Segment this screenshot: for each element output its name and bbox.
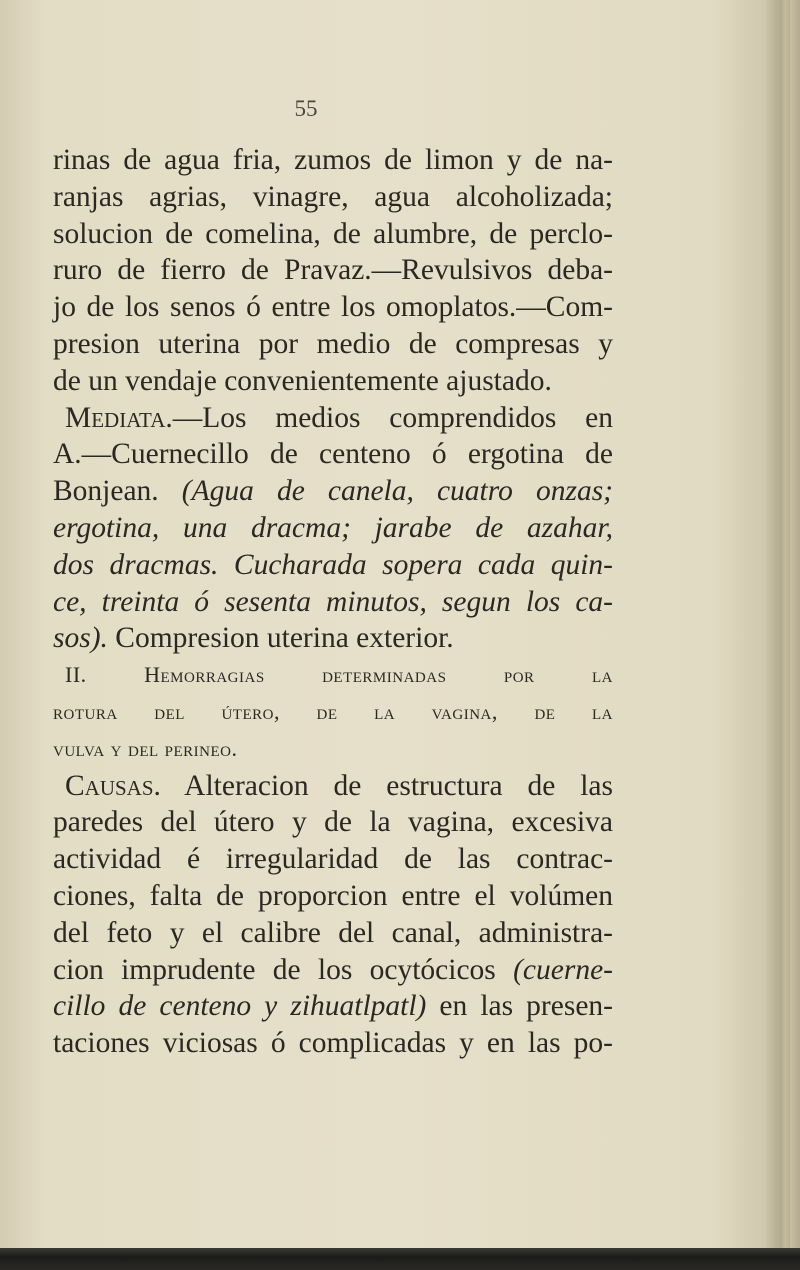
small-caps-run: Causas.	[65, 769, 161, 802]
text-line	[53, 179, 613, 216]
text-line	[53, 657, 613, 694]
text-run: Alteracion de estructura de las	[160, 769, 613, 802]
text-line	[53, 988, 613, 1025]
text-line	[53, 584, 613, 621]
text-line	[53, 436, 613, 473]
text-line	[53, 510, 613, 547]
text-run: Compresion uterina exterior.	[107, 622, 454, 655]
text-line	[53, 363, 613, 400]
text-line	[53, 1025, 613, 1062]
text-line	[53, 878, 613, 915]
text-run: taciones viciosas ó complicadas y en las po-	[53, 1027, 613, 1060]
text-line	[53, 547, 613, 584]
italic-run: ce, treinta ó sesenta minutos, segun los ca-	[53, 585, 613, 618]
text-run: paredes del útero y de la vagina, excesiva	[53, 806, 613, 839]
text-line	[53, 841, 613, 878]
small-caps-run: Mediata.	[65, 401, 173, 434]
text-run: ruro de fierro de Pravaz.—Revulsivos deba-	[53, 254, 613, 287]
page-number: 55	[294, 96, 318, 121]
page-edge-shadow	[764, 0, 800, 1248]
body-text	[53, 142, 613, 1062]
text-line	[53, 252, 613, 289]
italic-run: (Agua de canela, cuatro onzas;	[181, 475, 613, 508]
text-line	[53, 142, 613, 179]
text-run: solucion de comelina, de alumbre, de perclo-	[53, 217, 613, 250]
text-line	[53, 400, 613, 437]
small-caps-run: vulva y del perineo.	[53, 735, 238, 761]
text-line	[53, 804, 613, 841]
text-run: jo de los senos ó entre los omoplatos.—Com-	[53, 291, 613, 324]
text-run: ciones, falta de proporcion entre el volúmen	[53, 879, 613, 912]
text-line	[53, 289, 613, 326]
text-line	[53, 915, 613, 952]
text-run: —Los medios comprendidos en	[172, 401, 613, 434]
italic-run: (cuerne-	[513, 953, 613, 986]
text-run: ranjas agrias, vinagre, agua alcoholizada;	[53, 180, 613, 213]
text-run: del feto y el calibre del canal, administra-	[53, 916, 613, 949]
text-line	[53, 620, 613, 657]
scan-bottom-edge	[0, 1248, 800, 1270]
text-run: en las presen-	[426, 990, 613, 1023]
text-run: de un vendaje convenientemente ajustado.	[53, 364, 552, 397]
text-line	[53, 473, 613, 510]
italic-run: cillo de centeno y zihuatlpatl)	[53, 990, 427, 1023]
text-run: actividad é irregularidad de las contrac-	[53, 843, 613, 876]
text-run: A.—Cuernecillo de centeno ó ergotina de	[53, 438, 613, 471]
text-line	[53, 731, 613, 768]
text-line	[53, 952, 613, 989]
italic-run: sos).	[53, 622, 108, 655]
text-run: Bonjean.	[53, 475, 182, 508]
italic-run: dos dracmas. Cucharada sopera cada quin-	[53, 548, 613, 581]
text-run: cion imprudente de los ocytócicos	[53, 953, 514, 986]
small-caps-run: rotura del útero, de la vagina, de la	[53, 698, 613, 724]
text-run: rinas de agua fria, zumos de limon y de na-	[53, 144, 613, 176]
text-line	[53, 694, 613, 731]
text-line	[53, 326, 613, 363]
small-caps-run: II. Hemorragias determinadas por la	[65, 662, 613, 688]
text-line	[53, 216, 613, 253]
italic-run: ergotina, una dracma; jarabe de azahar,	[53, 511, 613, 544]
text-line	[53, 768, 613, 805]
text-run: presion uterina por medio de compresas y	[53, 327, 613, 360]
